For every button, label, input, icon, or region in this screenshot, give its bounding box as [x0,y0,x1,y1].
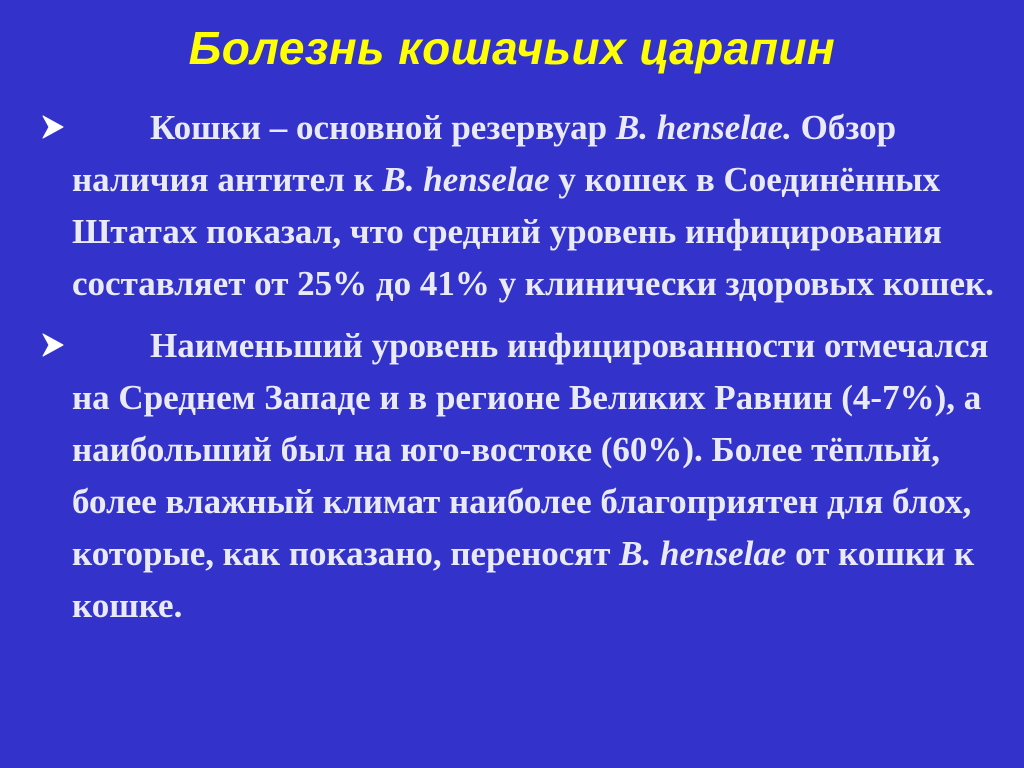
arrow-bullet-icon [40,320,70,372]
species-name: B. henselae [382,160,550,199]
bullet-text-segment: у кошек в Соединённых Штатах показал, что средний уровень инфицирования составляет от 25% до 41% у клинически здоровых кошек. [72,160,994,303]
bullet-item-1 [0,102,1024,310]
bullet-item-2 [0,320,1024,632]
slide-title: Болезнь кошачьих царапин [188,22,836,74]
bullet-text-segment: от кошки к кошке. [72,534,975,625]
species-name: B. henselae. [615,108,792,147]
bullet-list [0,102,1024,632]
bullet-text-segment: Обзор наличия антител к [72,108,897,199]
species-name: B. henselae [619,534,787,573]
arrow-bullet-icon [40,102,70,154]
bullet-text-segment: Кошки – основной резервуар [150,108,616,147]
bullet-text-segment: Наименьший уровень инфицированности отмечался на Среднем Западе и в регионе Великих Равнин (4-7%), а наибольший был на юго-востоке (60%). Более тёплый, более влажный климат наиболее благоприятен для блох, которые, как показано, переносят [72,326,989,573]
